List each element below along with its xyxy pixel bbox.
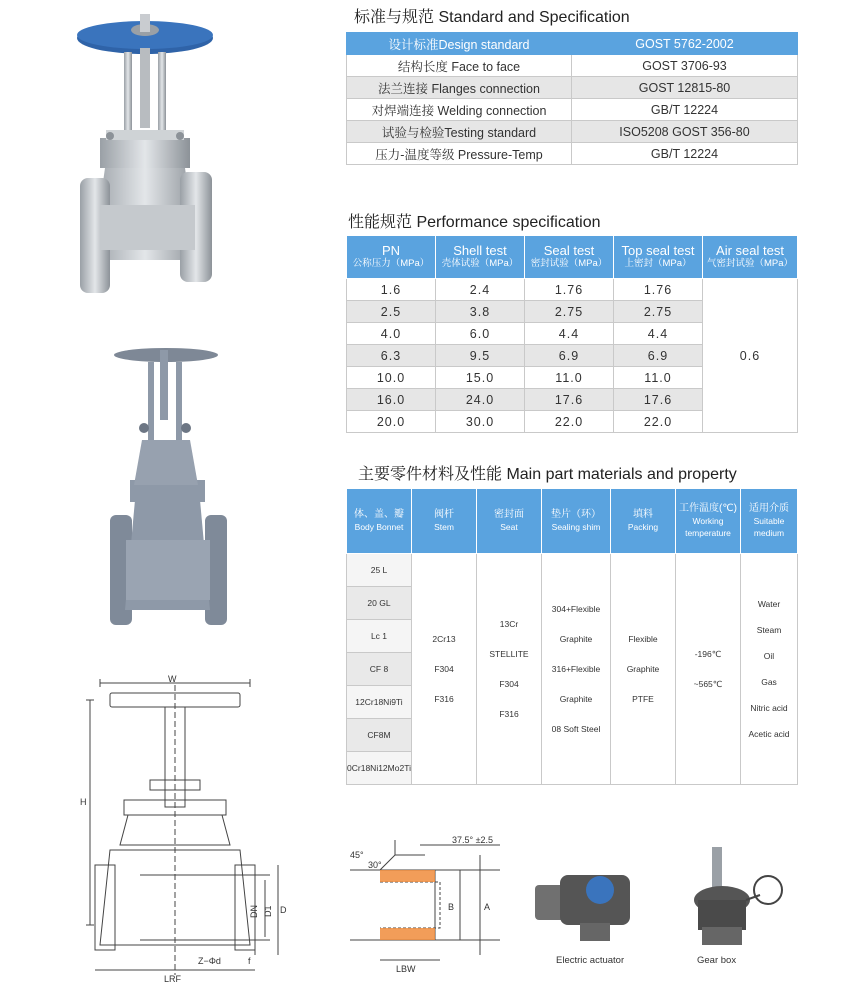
- materials-table: [346, 488, 798, 785]
- cell-pn: 6.3: [347, 345, 436, 367]
- gear-box-caption: Gear box: [697, 955, 737, 966]
- cell-shell: 2.4: [436, 279, 525, 301]
- cell-shim-materials: 304+Flexible Graphite 316+Flexible Graphite 08 Soft Steel: [542, 554, 611, 785]
- standard-value: GOST 3706-93: [572, 55, 798, 77]
- cell-top-seal: 6.9: [614, 345, 703, 367]
- performance-section-title: 性能规范 Performance specification: [348, 214, 601, 231]
- cell-top-seal: 17.6: [614, 389, 703, 411]
- standard-header-label: 设计标准Design standard: [347, 33, 572, 55]
- cell-body-material: 0Cr18Ni12Mo2Ti: [347, 752, 412, 785]
- drawing-label-h: H: [80, 797, 87, 807]
- standard-value: ISO5208 GOST 356-80: [572, 121, 798, 143]
- standard-table: [346, 32, 798, 165]
- drawing-label-d1: D1: [263, 905, 273, 917]
- cell-seal: 11.0: [525, 367, 614, 389]
- header-top-seal-test: Top seal test 上密封（MPa）: [614, 236, 703, 279]
- header-working-temperature: 工作温度(℃) Working temperature: [676, 489, 741, 554]
- cell-pn: 20.0: [347, 411, 436, 433]
- weld-label-a: A: [484, 902, 491, 912]
- standard-label: 对焊端连接 Welding connection: [347, 99, 572, 121]
- cell-body-material: CF8M: [347, 719, 412, 752]
- cell-body-material: 20 GL: [347, 587, 412, 620]
- drawing-label-d: D: [280, 905, 287, 915]
- table-header-row: [347, 236, 798, 279]
- table-row: [347, 279, 798, 301]
- standard-label: 结构长度 Face to face: [347, 55, 572, 77]
- weld-label-b: B: [448, 902, 455, 912]
- valve-dimension-drawing: [80, 675, 310, 995]
- cell-seal: 22.0: [525, 411, 614, 433]
- cell-shell: 15.0: [436, 367, 525, 389]
- header-pn: PN 公称压力（MPa）: [347, 236, 436, 279]
- table-row: [347, 33, 798, 55]
- header-body-bonnet: 体、盖、瓣 Body Bonnet: [347, 489, 412, 554]
- standard-label: 试验与检验Testing standard: [347, 121, 572, 143]
- cell-top-seal: 4.4: [614, 323, 703, 345]
- cell-pn: 10.0: [347, 367, 436, 389]
- drawing-label-f: f: [248, 956, 251, 966]
- cell-suitable-medium: Water Steam Oil Gas Nitric acid Acetic acid: [741, 554, 798, 785]
- header-seal-test: Seal test 密封试验（MPa）: [525, 236, 614, 279]
- weld-label-bevel: 37.5° ±2.5: [452, 835, 494, 845]
- standard-section-title: 标准与规范 Standard and Specification: [354, 9, 630, 26]
- table-row: [347, 143, 798, 165]
- weld-label-lbw: LBW: [396, 964, 416, 974]
- table-row: [347, 121, 798, 143]
- gear-box-image: [680, 845, 790, 950]
- standard-label: 法兰连接 Flanges connection: [347, 77, 572, 99]
- materials-section-title: 主要零件材料及性能 Main part materials and property: [358, 466, 737, 483]
- drawing-label-z: Z−Φd: [198, 956, 221, 966]
- cell-seal: 2.75: [525, 301, 614, 323]
- cell-packing-materials: Flexible Graphite PTFE: [611, 554, 676, 785]
- cell-shell: 24.0: [436, 389, 525, 411]
- cell-seat-materials: 13Cr STELLITE F304 F316: [477, 554, 542, 785]
- cell-seal: 1.76: [525, 279, 614, 301]
- header-packing: 填料 Packing: [611, 489, 676, 554]
- standard-value: GB/T 12224: [572, 143, 798, 165]
- cell-pn: 4.0: [347, 323, 436, 345]
- header-suitable-medium: 适用介质 Suitable medium: [741, 489, 798, 554]
- weld-label-45: 45°: [350, 850, 364, 860]
- performance-table: [346, 235, 798, 433]
- cell-seal: 4.4: [525, 323, 614, 345]
- table-row: [347, 77, 798, 99]
- drawing-label-w: W: [168, 675, 177, 684]
- cell-body-material: 25 L: [347, 554, 412, 587]
- table-header-row: [347, 489, 798, 554]
- cast-steel-gate-valve-image: [100, 340, 240, 640]
- cell-shell: 9.5: [436, 345, 525, 367]
- cell-seal: 17.6: [525, 389, 614, 411]
- cell-body-material: Lc 1: [347, 620, 412, 653]
- cell-stem-materials: 2Cr13 F304 F316: [412, 554, 477, 785]
- cell-top-seal: 11.0: [614, 367, 703, 389]
- cell-shell: 3.8: [436, 301, 525, 323]
- drawing-label-dn: DN: [249, 905, 259, 918]
- cell-top-seal: 22.0: [614, 411, 703, 433]
- cell-top-seal: 2.75: [614, 301, 703, 323]
- cell-seal: 6.9: [525, 345, 614, 367]
- cell-top-seal: 1.76: [614, 279, 703, 301]
- weld-label-30: 30°: [368, 860, 382, 870]
- header-sealing-shim: 垫片（环） Sealing shim: [542, 489, 611, 554]
- header-stem: 阀杆 Stem: [412, 489, 477, 554]
- table-row: [347, 55, 798, 77]
- header-seat: 密封面 Seat: [477, 489, 542, 554]
- header-shell-test: Shell test 壳体试验（MPa）: [436, 236, 525, 279]
- cell-body-material: 12Cr18Ni9Ti: [347, 686, 412, 719]
- standard-header-value: GOST 5762-2002: [572, 33, 798, 55]
- standard-label: 压力-温度等级 Pressure-Temp: [347, 143, 572, 165]
- cell-temperature-range: -196℃ ~565℃: [676, 554, 741, 785]
- cell-pn: 16.0: [347, 389, 436, 411]
- cell-air-seal: 0.6: [703, 279, 798, 433]
- cell-pn: 1.6: [347, 279, 436, 301]
- table-row: [347, 554, 798, 587]
- standard-value: GB/T 12224: [572, 99, 798, 121]
- electric-actuator-caption: Electric actuator: [556, 955, 625, 966]
- cell-shell: 30.0: [436, 411, 525, 433]
- standard-value: GOST 12815-80: [572, 77, 798, 99]
- electric-actuator-image: [530, 855, 640, 950]
- weld-bevel-drawing: [340, 830, 520, 980]
- header-air-seal-test: Air seal test 气密封试验（MPa）: [703, 236, 798, 279]
- cell-shell: 6.0: [436, 323, 525, 345]
- drawing-label-lrf: LRF: [164, 974, 182, 984]
- stainless-gate-valve-image: [60, 0, 240, 300]
- table-row: [347, 99, 798, 121]
- cell-body-material: CF 8: [347, 653, 412, 686]
- cell-pn: 2.5: [347, 301, 436, 323]
